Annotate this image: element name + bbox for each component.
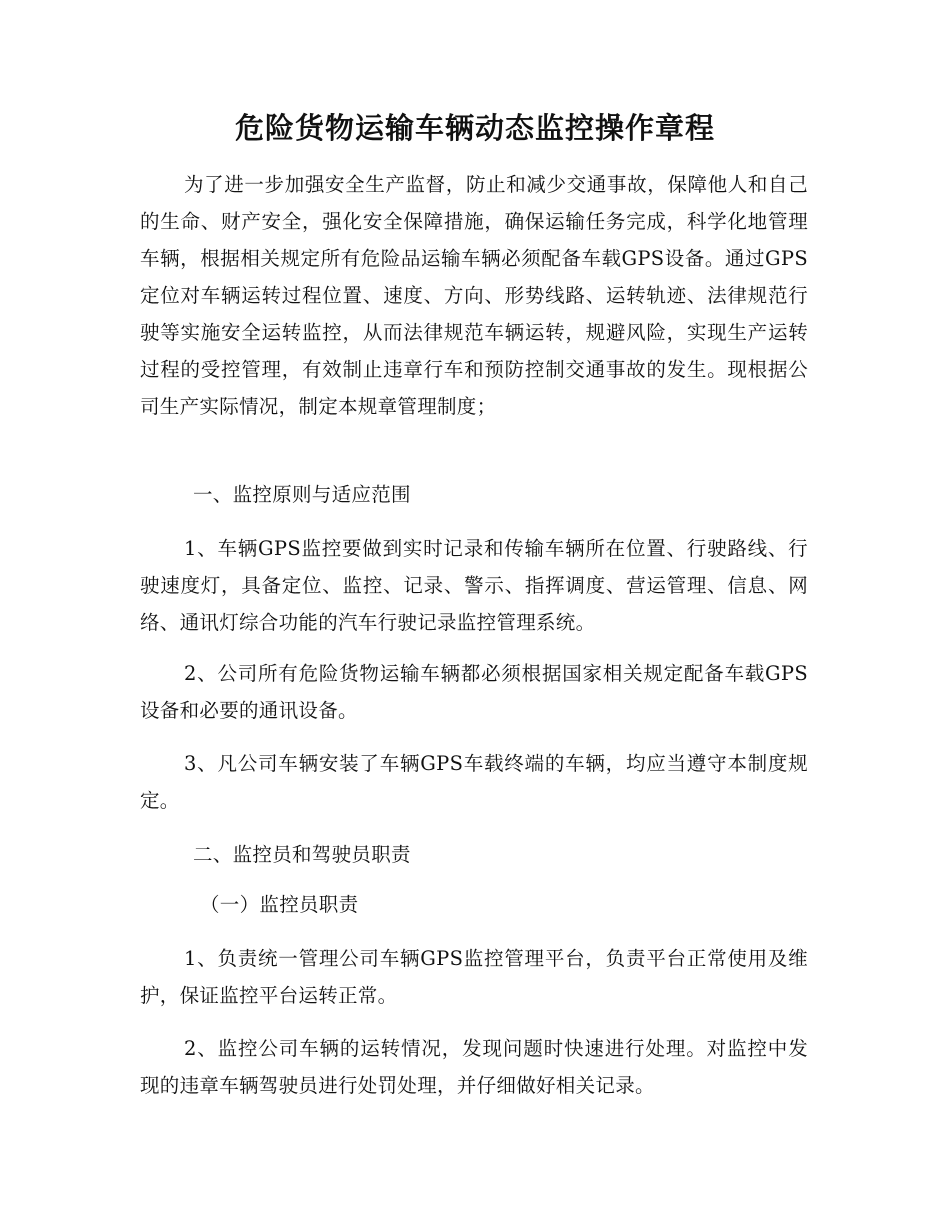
section1-item-2: 2、公司所有危险货物运输车辆都必须根据国家相关规定配备车载GPS设备和必要的通讯设备。	[140, 662, 808, 722]
intro-paragraph: 为了进一步加强安全生产监督，防止和减少交通事故，保障他人和自己的生命、财产安全，强化安全保障措施，确保运输任务完成，科学化地管理车辆，根据相关规定所有危险品运输车辆必须配备车载GPS设备。通过GPS定位对车辆运转过程位置、速度、方向、形势线路、运转轨迹、法律规范行驶等实施安全运转监控，从而法律规范车辆运转，规避风险，实现生产运转过程的受控管理，有效制止违章行车和预防控制交通事故的发生。现根据公司生产实际情况，制定本规章管理制度；	[140, 173, 808, 418]
subsection-heading: （一）监控员职责	[200, 893, 359, 916]
section-heading-1: 一、监控原则与适应范围	[193, 483, 411, 506]
section1-item-1: 1、车辆GPS监控要做到实时记录和传输车辆所在位置、行驶路线、行驶速度灯，具备定位、监控、记录、警示、指挥调度、营运管理、信息、网络、通讯灯综合功能的汽车行驶记录监控管理系统。	[140, 537, 808, 634]
section2-item-1: 1、负责统一管理公司车辆GPS监控管理平台，负责平台正常使用及维护，保证监控平台运转正常。	[140, 947, 808, 1007]
section2-item-2: 2、监控公司车辆的运转情况，发现问题时快速进行处理。对监控中发现的违章车辆驾驶员进行处罚处理，并仔细做好相关记录。	[140, 1037, 808, 1097]
section-heading-2: 二、监控员和驾驶员职责	[193, 843, 411, 866]
section1-item-3: 3、凡公司车辆安装了车辆GPS车载终端的车辆，均应当遵守本制度规定。	[140, 752, 808, 812]
document-title: 危险货物运输车辆动态监控操作章程	[234, 111, 715, 145]
